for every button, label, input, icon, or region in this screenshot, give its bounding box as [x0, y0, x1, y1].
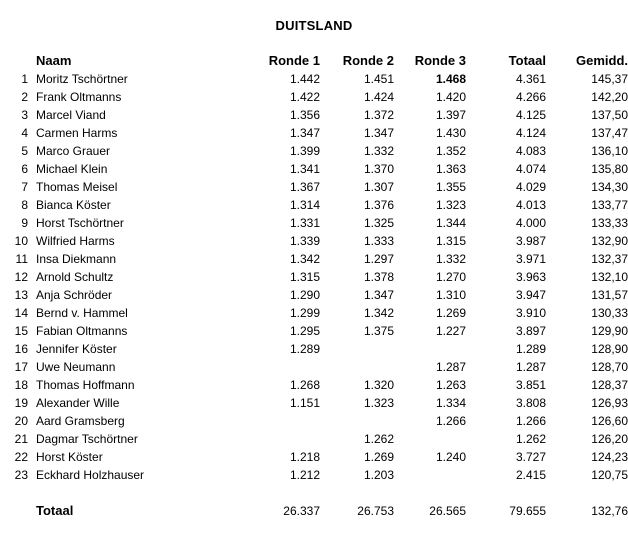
rank-cell: 5	[21, 144, 28, 158]
name-cell: Moritz Tschörtner	[36, 72, 128, 86]
table-row	[6, 430, 628, 448]
table-row	[6, 178, 628, 196]
name-cell: Horst Köster	[36, 450, 103, 464]
totals-row	[6, 502, 628, 520]
round-1-cell	[226, 430, 320, 448]
total-cell: 3.897	[515, 324, 546, 338]
rank-cell: 22	[14, 450, 28, 464]
totals-round-1: 26.337	[283, 504, 320, 518]
name-cell: Marcel Viand	[36, 108, 106, 122]
rank-cell: 21	[14, 432, 28, 446]
round-2-cell: 1.269	[363, 450, 394, 464]
round-1-cell: 1.268	[289, 378, 320, 392]
round-1-cell: 1.339	[289, 234, 320, 248]
scores-table	[6, 52, 628, 520]
table-row	[6, 124, 628, 142]
name-cell: Bernd v. Hammel	[36, 306, 128, 320]
round-2-cell: 1.347	[363, 126, 394, 140]
round-1-cell: 1.295	[289, 324, 320, 338]
name-cell: Insa Diekmann	[36, 252, 117, 266]
total-cell: 4.125	[515, 108, 546, 122]
total-cell: 4.013	[515, 198, 546, 212]
average-cell: 132,37	[591, 252, 628, 266]
average-cell: 136,10	[591, 144, 628, 158]
round-3-cell: 1.287	[435, 360, 466, 374]
name-cell: Anja Schröder	[36, 288, 113, 302]
table-row	[6, 70, 628, 88]
average-cell: 120,75	[591, 468, 628, 482]
average-cell: 126,93	[591, 396, 628, 410]
header-average: Gemidd.	[575, 53, 628, 68]
average-cell: 128,37	[591, 378, 628, 392]
round-2-cell: 1.451	[363, 72, 394, 86]
round-2-cell: 1.424	[363, 90, 394, 104]
totals-round-2: 26.753	[357, 504, 394, 518]
table-row	[6, 268, 628, 286]
rank-cell: 1	[21, 72, 28, 86]
name-cell: Aard Gramsberg	[36, 414, 125, 428]
round-1-cell: 1.289	[289, 342, 320, 356]
table-row	[6, 304, 628, 322]
total-cell: 3.727	[515, 450, 546, 464]
totals-round-3: 26.565	[429, 504, 466, 518]
table-row	[6, 250, 628, 268]
round-2-cell: 1.333	[363, 234, 394, 248]
average-cell: 133,33	[591, 216, 628, 230]
round-3-cell: 1.332	[435, 252, 466, 266]
rank-cell: 4	[21, 126, 28, 140]
average-cell: 124,23	[591, 450, 628, 464]
name-cell: Frank Oltmanns	[36, 90, 122, 104]
round-3-cell: 1.270	[435, 270, 466, 284]
spacer-cell	[6, 484, 628, 502]
round-1-cell	[226, 358, 320, 376]
round-2-cell: 1.325	[363, 216, 394, 230]
round-3-cell: 1.430	[435, 126, 466, 140]
table-row	[6, 394, 628, 412]
rank-cell: 13	[14, 288, 28, 302]
total-cell: 4.124	[515, 126, 546, 140]
total-cell: 2.415	[515, 468, 546, 482]
round-2-cell: 1.297	[363, 252, 394, 266]
header-round-3: Ronde 3	[414, 53, 466, 68]
name-cell: Alexander Wille	[36, 396, 120, 410]
name-cell: Marco Grauer	[36, 144, 111, 158]
rank-cell: 10	[14, 234, 28, 248]
name-cell: Thomas Hoffmann	[36, 378, 135, 392]
total-cell: 1.287	[515, 360, 546, 374]
rank-cell: 16	[14, 342, 28, 356]
rank-cell: 14	[14, 306, 28, 320]
total-cell: 3.808	[515, 396, 546, 410]
round-1-cell: 1.422	[289, 90, 320, 104]
average-cell: 126,60	[591, 414, 628, 428]
round-3-cell: 1.266	[435, 414, 466, 428]
rank-cell: 7	[21, 180, 28, 194]
name-cell: Michael Klein	[36, 162, 108, 176]
round-1-cell	[226, 412, 320, 430]
name-cell: Uwe Neumann	[36, 360, 116, 374]
round-2-cell: 1.372	[363, 108, 394, 122]
round-2-cell: 1.378	[363, 270, 394, 284]
round-2-cell: 1.323	[363, 396, 394, 410]
rank-cell: 6	[21, 162, 28, 176]
average-cell: 132,10	[591, 270, 628, 284]
average-cell: 128,90	[591, 342, 628, 356]
round-3-cell	[394, 430, 466, 448]
round-3-cell	[394, 340, 466, 358]
round-3-cell: 1.468	[435, 72, 466, 86]
round-3-cell: 1.315	[435, 234, 466, 248]
total-cell: 3.910	[515, 306, 546, 320]
header-name: Naam	[36, 53, 72, 68]
round-2-cell	[320, 358, 394, 376]
rank-cell: 9	[21, 216, 28, 230]
spacer-row	[6, 484, 628, 502]
round-2-cell: 1.203	[363, 468, 394, 482]
average-cell: 137,47	[591, 126, 628, 140]
rank-cell: 11	[15, 252, 28, 266]
round-3-cell: 1.334	[435, 396, 466, 410]
round-1-cell: 1.299	[289, 306, 320, 320]
round-1-cell: 1.341	[289, 162, 320, 176]
round-1-cell: 1.356	[289, 108, 320, 122]
rank-cell: 17	[14, 360, 28, 374]
total-cell: 1.289	[515, 342, 546, 356]
round-2-cell: 1.375	[363, 324, 394, 338]
rank-cell: 8	[21, 198, 28, 212]
totals-label: Totaal	[36, 503, 74, 518]
total-cell: 1.262	[515, 432, 546, 446]
average-cell: 131,57	[591, 288, 628, 302]
rank-cell: 19	[14, 396, 28, 410]
header-round-2: Ronde 2	[342, 53, 394, 68]
name-cell: Thomas Meisel	[36, 180, 118, 194]
round-3-cell: 1.363	[435, 162, 466, 176]
round-1-cell: 1.315	[289, 270, 320, 284]
average-cell: 130,33	[591, 306, 628, 320]
page-title: DUITSLAND	[275, 18, 353, 33]
round-2-cell: 1.320	[363, 378, 394, 392]
round-2-cell	[320, 340, 394, 358]
table-row	[6, 214, 628, 232]
table-row	[6, 376, 628, 394]
table-row	[6, 322, 628, 340]
name-cell: Horst Tschörtner	[36, 216, 124, 230]
table-row	[6, 466, 628, 484]
name-cell: Fabian Oltmanns	[36, 324, 128, 338]
total-cell: 4.074	[515, 162, 546, 176]
table-row	[6, 448, 628, 466]
round-1-cell: 1.314	[289, 198, 320, 212]
round-2-cell: 1.347	[363, 288, 394, 302]
round-1-cell: 1.212	[289, 468, 320, 482]
total-cell: 4.000	[515, 216, 546, 230]
round-1-cell: 1.331	[289, 216, 320, 230]
table-body	[6, 70, 628, 484]
table-header-row	[6, 52, 628, 70]
header-round-1: Ronde 1	[268, 53, 320, 68]
round-1-cell: 1.399	[289, 144, 320, 158]
rank-cell: 15	[14, 324, 28, 338]
round-1-cell: 1.151	[289, 396, 320, 410]
table-row	[6, 358, 628, 376]
rank-cell: 18	[14, 378, 28, 392]
average-cell: 126,20	[591, 432, 628, 446]
round-3-cell: 1.344	[435, 216, 466, 230]
round-3-cell: 1.240	[435, 450, 466, 464]
rank-cell: 12	[14, 270, 28, 284]
round-3-cell: 1.269	[435, 306, 466, 320]
round-3-cell: 1.263	[435, 378, 466, 392]
average-cell: 129,90	[591, 324, 628, 338]
name-cell: Eckhard Holzhauser	[36, 468, 145, 482]
round-2-cell	[320, 412, 394, 430]
total-cell: 3.963	[515, 270, 546, 284]
total-cell: 4.083	[515, 144, 546, 158]
total-cell: 4.266	[515, 90, 546, 104]
average-cell: 128,70	[591, 360, 628, 374]
round-2-cell: 1.332	[363, 144, 394, 158]
totals-total: 79.655	[509, 504, 546, 518]
average-cell: 142,20	[591, 90, 628, 104]
round-1-cell: 1.367	[289, 180, 320, 194]
round-3-cell: 1.227	[435, 324, 466, 338]
table-row	[6, 106, 628, 124]
average-cell: 134,30	[591, 180, 628, 194]
header-rank	[6, 52, 36, 70]
totals-average: 132,76	[591, 504, 628, 518]
name-cell: Wilfried Harms	[36, 234, 115, 248]
table-row	[6, 196, 628, 214]
table-row	[6, 160, 628, 178]
table-row	[6, 412, 628, 430]
total-cell: 3.987	[515, 234, 546, 248]
average-cell: 132,90	[591, 234, 628, 248]
round-3-cell: 1.323	[435, 198, 466, 212]
round-3-cell: 1.355	[435, 180, 466, 194]
round-3-cell: 1.310	[435, 288, 466, 302]
average-cell: 137,50	[591, 108, 628, 122]
rank-cell: 2	[21, 90, 28, 104]
table-row	[6, 142, 628, 160]
round-2-cell: 1.307	[363, 180, 394, 194]
table-row	[6, 340, 628, 358]
round-1-cell: 1.342	[289, 252, 320, 266]
name-cell: Carmen Harms	[36, 126, 118, 140]
average-cell: 135,80	[591, 162, 628, 176]
round-3-cell	[394, 466, 466, 484]
round-2-cell: 1.370	[363, 162, 394, 176]
header-total: Totaal	[508, 53, 546, 68]
table-row	[6, 232, 628, 250]
rank-cell: 23	[14, 468, 28, 482]
totals-rank-cell	[6, 502, 36, 520]
name-cell: Jennifer Köster	[36, 342, 117, 356]
rank-cell: 20	[14, 414, 28, 428]
round-1-cell: 1.347	[289, 126, 320, 140]
round-2-cell: 1.262	[363, 432, 394, 446]
total-cell: 1.266	[515, 414, 546, 428]
name-cell: Dagmar Tschörtner	[36, 432, 138, 446]
rank-cell: 3	[21, 108, 28, 122]
average-cell: 145,37	[591, 72, 628, 86]
round-1-cell: 1.218	[289, 450, 320, 464]
average-cell: 133,77	[591, 198, 628, 212]
total-cell: 4.361	[515, 72, 546, 86]
total-cell: 3.971	[515, 252, 546, 266]
round-3-cell: 1.420	[435, 90, 466, 104]
table-row	[6, 286, 628, 304]
total-cell: 3.851	[515, 378, 546, 392]
round-2-cell: 1.342	[363, 306, 394, 320]
total-cell: 4.029	[515, 180, 546, 194]
round-3-cell: 1.352	[435, 144, 466, 158]
total-cell: 3.947	[515, 288, 546, 302]
round-3-cell: 1.397	[435, 108, 466, 122]
name-cell: Bianca Köster	[36, 198, 111, 212]
round-1-cell: 1.442	[289, 72, 320, 86]
table-row	[6, 88, 628, 106]
round-1-cell: 1.290	[289, 288, 320, 302]
name-cell: Arnold Schultz	[36, 270, 114, 284]
round-2-cell: 1.376	[363, 198, 394, 212]
